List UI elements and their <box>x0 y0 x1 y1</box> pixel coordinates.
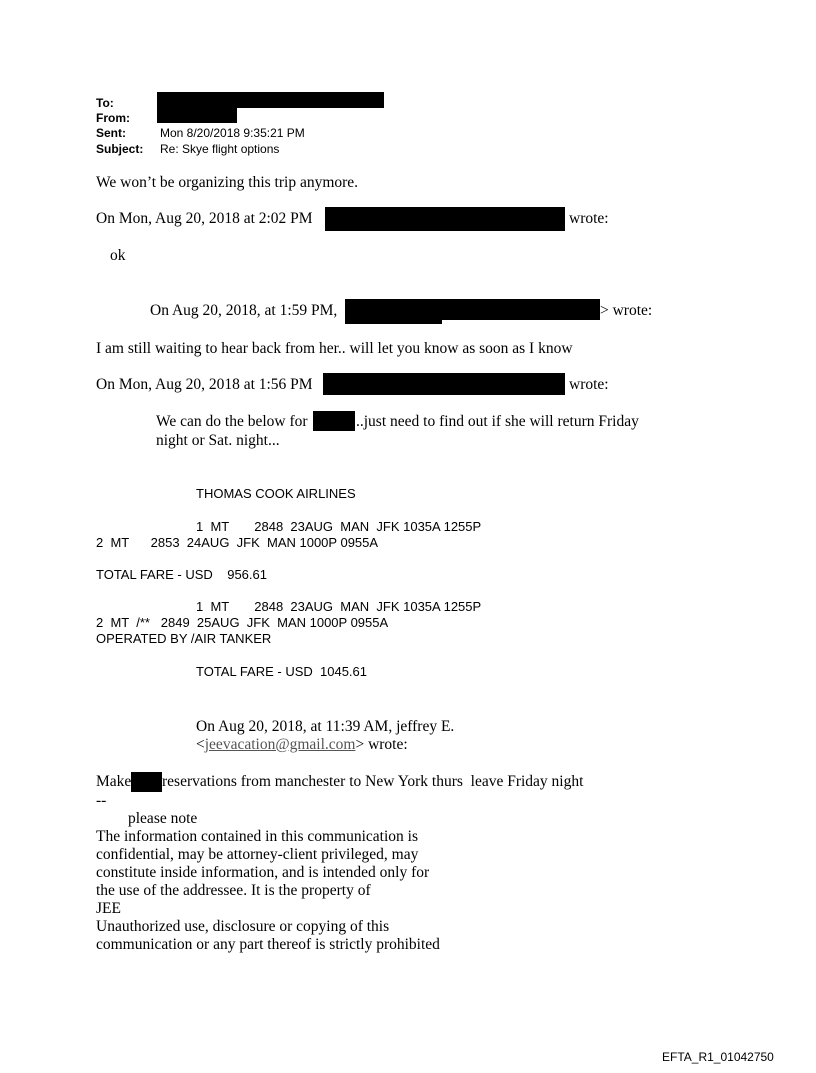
redaction-quote1-sender <box>325 207 565 231</box>
subject-value: Re: Skye flight options <box>160 142 280 156</box>
option1-total: TOTAL FARE - USD 956.61 <box>96 567 267 582</box>
signature-dashes: -- <box>96 792 107 809</box>
quote2-wrote: > wrote: <box>600 302 653 319</box>
redaction-quote2-name <box>345 299 442 324</box>
quote3-wrote: wrote: <box>569 376 609 393</box>
disclaimer-line: constitute inside information, and is intended only for <box>96 864 430 881</box>
option1-leg1: 1 MT 2848 23AUG MAN JFK 1035A 1255P <box>196 519 482 534</box>
quote4-email-line <box>196 736 408 754</box>
to-label: To: <box>96 96 114 110</box>
option2-leg1: 1 MT 2848 23AUG MAN JFK 1035A 1255P <box>196 599 482 614</box>
we-can-line2: night or Sat. night... <box>156 432 280 449</box>
make-text: Make <box>96 773 132 790</box>
quote1-wrote: wrote: <box>569 210 609 227</box>
subject-label: Subject: <box>96 142 144 156</box>
quote1-intro: On Mon, Aug 20, 2018 at 2:02 PM <box>96 210 313 227</box>
redaction-quote3-sender <box>323 373 565 395</box>
redaction-quote2-email <box>435 299 600 320</box>
disclaimer-line: The information contained in this communication is <box>96 828 418 845</box>
disclaimer-line: confidential, may be attorney-client privileged, may <box>96 846 419 863</box>
sent-value: Mon 8/20/2018 9:35:21 PM <box>160 126 305 140</box>
quote3-intro: On Mon, Aug 20, 2018 at 1:56 PM <box>96 376 313 393</box>
reply-ok: ok <box>110 247 126 264</box>
airline-name: THOMAS COOK AIRLINES <box>196 486 356 501</box>
redaction-to <box>157 92 384 108</box>
option2-leg2: 2 MT /** 2849 25AUG JFK MAN 1000P 0955A <box>96 615 389 630</box>
make-text-cont: reservations from manchester to New York thurs leave Friday night <box>162 773 584 790</box>
disclaimer-line: Unauthorized use, disclosure or copying of this <box>96 918 390 935</box>
redaction-we-can-name <box>313 411 355 431</box>
disclaimer-line: communication or any part thereof is strictly prohibited <box>96 936 440 953</box>
redaction-make-name <box>131 772 162 792</box>
option1-leg2: 2 MT 2853 24AUG JFK MAN 1000P 0955A <box>96 535 379 550</box>
disclaimer-line: JEE <box>96 900 121 917</box>
quote2-intro: On Aug 20, 2018, at 1:59 PM, <box>150 302 338 319</box>
body-line-not-organizing: We won’t be organizing this trip anymore. <box>96 174 359 191</box>
waiting-line: I am still waiting to hear back from her.. will let you know as soon as I know <box>96 340 573 357</box>
sent-label: Sent: <box>96 126 126 140</box>
from-label: From: <box>96 111 130 125</box>
redaction-from <box>157 108 237 123</box>
document-id: EFTA_R1_01042750 <box>662 1050 774 1064</box>
quote4-intro: On Aug 20, 2018, at 11:39 AM, jeffrey E. <box>196 718 455 735</box>
we-can-text: We can do the below for <box>156 413 308 430</box>
disclaimer-line: the use of the addressee. It is the property of <box>96 882 371 899</box>
quote4-lt: < <box>196 736 205 753</box>
email-link[interactable]: jeevacation@gmail.com <box>204 736 356 753</box>
option2-total: TOTAL FARE - USD 1045.61 <box>196 664 367 679</box>
quote4-wrote: > wrote: <box>355 736 408 753</box>
we-can-text-cont: ..just need to find out if she will return Friday <box>356 413 639 430</box>
option2-operated-by: OPERATED BY /AIR TANKER <box>96 631 272 646</box>
please-note: please note <box>128 810 198 827</box>
